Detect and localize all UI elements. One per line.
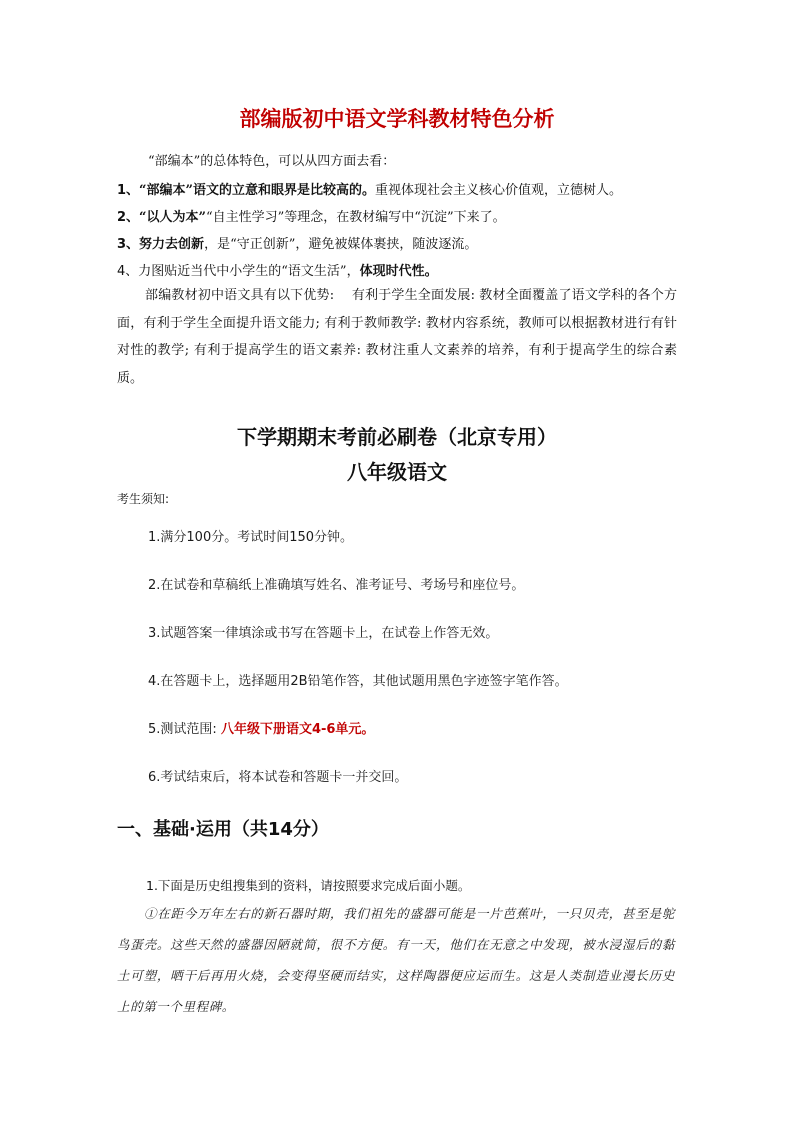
reading-passage: ①在距今万年左右的新石器时期，我们祖先的盛器可能是一片芭蕉叶，一只贝壳，甚至是鸵鸟蛋壳。这些天然的盛器因陋就简，很不方便。有一天，他们在无意之中发现，被水浸湿后的黏土可塑，晒干后再用火烧，会变得坚硬而结实，这样陶器便应运而生。这是人类制造业漫长历史上的第一个里程碑。 [117,906,675,1014]
notice-item-3: 3.试题答案一律填涂或书写在答题卡上，在试卷上作答无效。 [148,626,499,641]
point-bold-text: “部编本”语文的立意和眼界是比较高的。 [139,183,376,198]
intro-lead: “部编本”的总体特色，可以从四方面去看： [148,154,396,169]
notice-item-6: 6.考试结束后，将本试卷和答题卡一并交回。 [148,770,408,785]
exam-title: 下学期期末考前必刷卷（北京专用） [237,425,557,449]
notice-label: 考生须知: [117,492,170,506]
point-number: 4、 [117,264,139,279]
document-title: 部编版初中语文学科教材特色分析 [239,107,555,131]
notice-item-2: 2.在试卷和草稿纸上准确填写姓名、准考证号、考场号和座位号。 [148,578,525,593]
intro-point-3 [117,233,477,252]
notice-item-1: 1.满分100分。考试时间150分钟。 [148,530,354,545]
intro-point-2 [117,206,506,225]
point-number: 2、 [117,210,140,225]
advantages-paragraph: 部编教材初中语文具有以下优势: 有利于学生全面发展: 教材全面覆盖了语文学科的各个方面，有利于学生全面提升语文能力; 有利于教师教学: 教材内容系统，教师可以根据教材进行有针对性的教学; 有利于提高学生的语文素养: 教材注重人文素养的培养，有利于提高学生的综合素质。 [117,288,677,386]
point-number: 1、 [117,183,140,198]
intro-point-1 [117,179,622,198]
intro-point-4 [117,260,438,279]
notice-item-5 [148,718,374,737]
notice-item-4: 4.在答题卡上，选择题用2B铅笔作答，其他试题用黑色字迹签字笔作答。 [148,674,568,689]
point-text: 力图贴近当代中小学生的“语文生活”， [138,264,360,279]
point-text: 重视体现社会主义核心价值观，立德树人。 [375,183,623,198]
point-bold-text: 体现时代性。 [359,264,438,279]
point-text: “自主性学习”等理念，在教材编写中“沉淀”下来了。 [206,210,506,225]
point-text: ，是“守正创新”，避免被媒体裹挟，随波逐流。 [204,237,478,252]
section-heading: 一、基础·运用（共14分） [117,819,329,840]
test-range: 八年级下册语文4-6单元。 [220,722,375,737]
question-1: 1.下面是历史组搜集到的资料，请按照要求完成后面小题。 [146,878,471,893]
point-bold-text: “以人为本” [139,210,207,225]
notice-5-prefix: 5.测试范围: [148,722,217,737]
point-bold-text: 努力去创新 [139,237,205,252]
exam-subtitle: 八年级语文 [347,460,447,484]
point-number: 3、 [117,237,140,252]
